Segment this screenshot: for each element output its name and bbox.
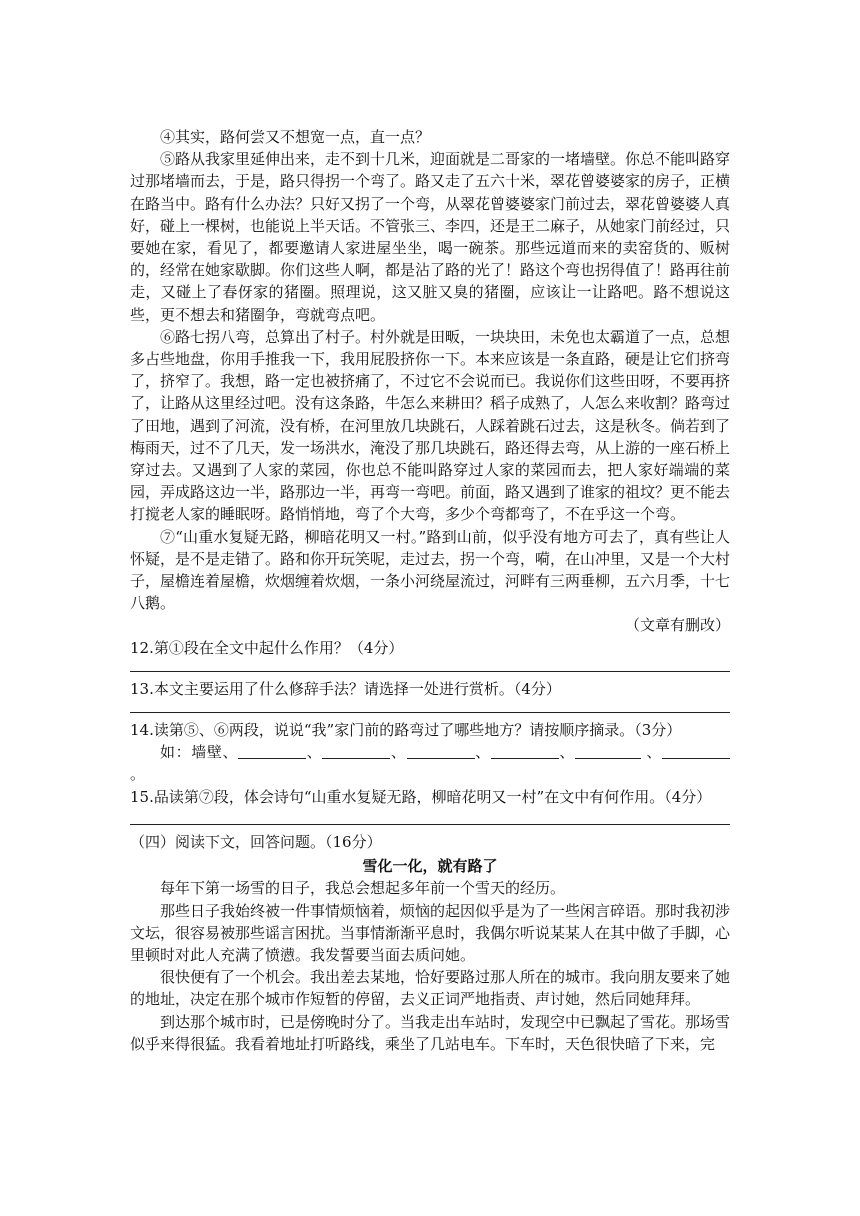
paragraph-6: ⑥路七拐八弯，总算出了村子。村外就是田畈，一块块田，未免也太霸道了一点，总想多占些地盘，你用手推我一下，我用屁股挤你一下。本来应该是一条直路，硬是让它们挤弯了，挤窄了。我想，路一定也被挤痛了，不过它不会说而已。我说你们这些田呀，不要再挤了，让路从这里经过吧。没有这条路，牛怎么来耕田？稻子成熟了，人怎么来收割？路弯过了田地，遇到了河流，没有桥，在河里放几块跳石，人踩着跳石过去，这是秋冬。倘若到了梅雨天，过不了几天，发一场洪水，淹没了那几块跳石，路还得去弯，从上游的一座石桥上穿过去。又遇到了人家的菜园，你也总不能叫路穿过人家的菜园而去，把人家好端端的菜园，弄成路这边一半，路那边一半，再弯一弯吧。前面，路又遇到了谁家的祖坟？更不能去打搅老人家的睡眠呀。路悄悄地，弯了个大弯，多少个弯都弯了，不在乎这一个弯。: [130, 327, 731, 524]
question-14-blanks: 如：墙壁、 、 、 、 、 、。: [130, 741, 730, 785]
question-14: 14.读第⑤、⑥两段，说说“我”家门前的路弯过了哪些地方？请按顺序摘录。（3分）: [130, 721, 682, 740]
answer-line-12[interactable]: [130, 659, 730, 672]
page-content: [130, 126, 730, 1055]
answer-blank-5[interactable]: [575, 744, 641, 759]
article-paragraph-4: 到达那个城市时，已是傍晚时分了。当我走出车站时，发现空中已飘起了雪花。那场雪似乎来得很猛。我看着地址打听路线，乘坐了几站电车。下车时，天色很快暗了下来，完: [130, 1012, 731, 1053]
paragraph-5: ⑤路从我家里延伸出来，走不到十几米，迎面就是二哥家的一堵墙壁。你总不能叫路穿过那堵墙而去，于是，路只得拐一个弯了。路又走了五六十米，翠花曾婆婆家的房子，正横在路当中。路有什么办法？只好又拐了一个弯，从翠花曾婆婆家门前过去，翠花曾婆婆人真好，碰上一棵树，也能说上半天话。不管张三、李四，还是王二麻子，从她家门前经过，只要她在家，看见了，都要邀请人家进屋坐坐，喝一碗茶。那些远道而来的卖窑货的、贩树的，经常在她家歇脚。你们这些人啊，都是沾了路的光了！路这个弯也拐得值了！路再往前走，又碰上了春伢家的猪圈。照理说，这又脏又臭的猪圈，应该让一让路吧。路不想说这些，更不想去和猪圈争，弯就弯点吧。: [130, 150, 731, 324]
article-paragraph-2: 那些日子我始终被一件事情烦恼着，烦恼的起因似乎是为了一些闲言碎语。那时我初涉文坛，很容易被那些谣言困扰。当事情渐渐平息时，我偶尔听说某某人在其中做了手脚，心里顿时对此人充满了愤懑。我发誓要当面去质问她。: [130, 901, 731, 964]
answer-line-15[interactable]: [130, 808, 730, 825]
answer-blank-4[interactable]: [491, 744, 559, 759]
question-15: 15.品读第⑦段，体会诗句“山重水复疑无路，柳暗花明又一村”在文中有何作用。（4分）: [130, 787, 712, 806]
paragraph-4: ④其实，路何尝又不想宽一点，直一点？: [160, 128, 431, 146]
article-paragraph-1: 每年下第一场雪的日子，我总会想起多年前一个雪天的经历。: [160, 879, 566, 898]
question-13: 13.本文主要运用了什么修辞手法？请选择一处进行赏析。（4分）: [130, 679, 561, 698]
answer-line-13[interactable]: [130, 700, 730, 713]
question-14-example: 如：墙壁、: [160, 743, 239, 762]
paragraph-7: ⑦“山重水复疑无路，柳暗花明又一村。”路到山前，似乎没有地方可去了，真有些让人怀疑，是不是走错了。路和你开玩笑呢，走过去，拐一个弯，嗬，在山冲里，又是一个大村子，屋檐连着屋檐，炊烟缠着炊烟，一条小河绕屋流过，河畔有三两垂柳，五六月季，十七八鹅。: [130, 527, 731, 613]
answer-blank-1[interactable]: [238, 744, 306, 759]
article-title: 雪化一化，就有路了: [362, 857, 498, 876]
section-4-header: （四）阅读下文，回答问题。（16分）: [130, 832, 382, 851]
answer-blank-3[interactable]: [407, 744, 475, 759]
answer-blank-2[interactable]: [322, 744, 390, 759]
question-12: 12.第①段在全文中起什么作用？（4分）: [130, 638, 404, 657]
edit-note: （文章有删改）: [624, 616, 730, 635]
article-paragraph-3: 很快便有了一个机会。我出差去某地，恰好要路过那人所在的城市。我向朋友要来了她的地址，决定在那个城市作短暂的停留，去义正词严地指责、声讨她，然后同她拜拜。: [130, 968, 731, 1009]
answer-blank-6[interactable]: [662, 744, 730, 759]
